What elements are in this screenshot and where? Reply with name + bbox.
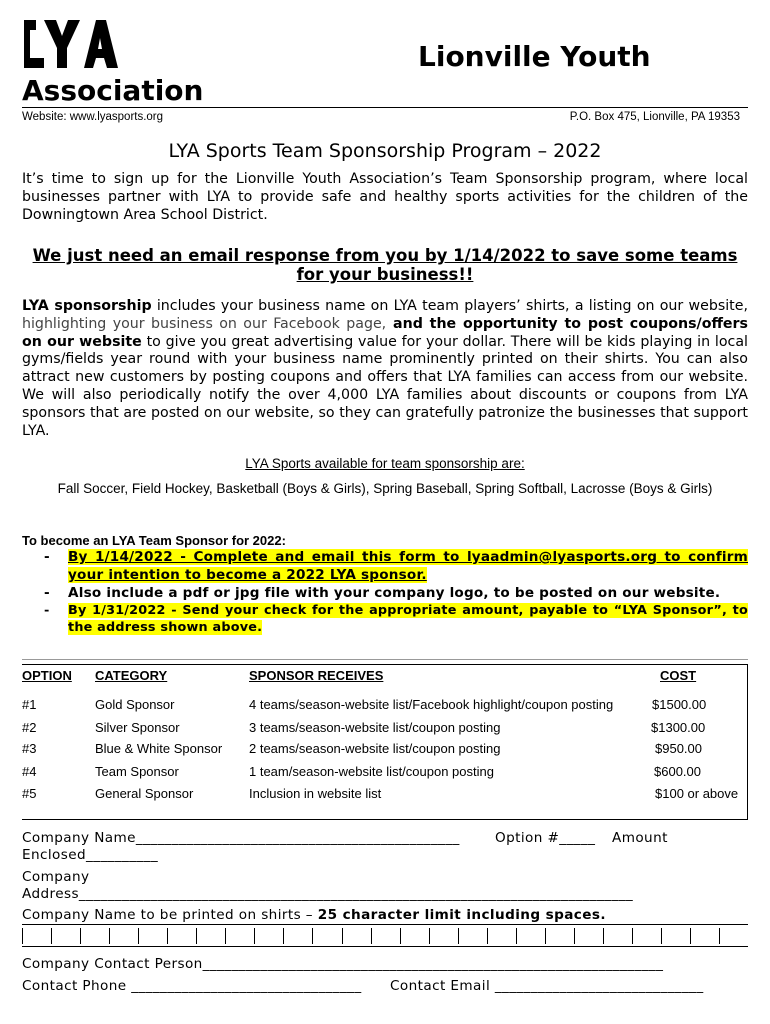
header-divider bbox=[22, 107, 748, 108]
row-receives: 4 teams/season-website list/Facebook highlight/coupon posting bbox=[249, 697, 614, 712]
mailing-address: P.O. Box 475, Lionville, PA 19353 bbox=[569, 111, 740, 123]
row-cost: $950.00 bbox=[655, 741, 702, 756]
steps-list bbox=[22, 548, 748, 636]
row-category: Blue & White Sponsor bbox=[95, 741, 223, 756]
become-sponsor-heading: To become an LYA Team Sponsor for 2022: bbox=[22, 533, 286, 548]
char-box[interactable] bbox=[690, 928, 719, 944]
char-box[interactable] bbox=[719, 928, 748, 944]
col-header-receives: SPONSOR RECEIVES bbox=[249, 668, 384, 683]
char-box[interactable] bbox=[400, 928, 429, 944]
program-title: LYA Sports Team Sponsorship Program – 2022 bbox=[168, 140, 602, 162]
facebook-highlight-text: highlighting your business on our Facebook page, bbox=[22, 315, 387, 332]
step-item bbox=[22, 584, 748, 602]
sports-heading: LYA Sports available for team sponsorship are: bbox=[245, 456, 525, 471]
row-option: #4 bbox=[22, 764, 37, 779]
row-receives: 1 team/season-website list/coupon posting bbox=[249, 764, 494, 779]
website-text: Website: www.lyasports.org bbox=[22, 111, 164, 123]
shirt-name-label bbox=[22, 907, 606, 923]
col-header-category: CATEGORY bbox=[95, 668, 168, 683]
char-box[interactable] bbox=[574, 928, 603, 944]
shirt-name-bottom-rule bbox=[22, 946, 748, 947]
sponsorship-bold: and the opportunity to post coupons/offers on our website bbox=[22, 315, 748, 350]
char-box[interactable] bbox=[225, 928, 254, 944]
row-receives: 3 teams/season-website list/coupon posting bbox=[249, 720, 501, 735]
step-2-text: Also include a pdf or jpg file with your company logo, to be posted on our website. bbox=[68, 585, 721, 601]
lya-logo bbox=[22, 18, 120, 70]
sports-list: Fall Soccer, Field Hockey, Basketball (Boys & Girls), Spring Baseball, Spring Softball, Lacrosse (Boys & Girls) bbox=[57, 481, 713, 496]
char-box[interactable] bbox=[603, 928, 632, 944]
row-receives: Inclusion in website list bbox=[249, 786, 382, 801]
char-box[interactable] bbox=[545, 928, 574, 944]
char-box[interactable] bbox=[312, 928, 341, 944]
char-box[interactable] bbox=[661, 928, 690, 944]
sponsorship-rest: to give you great advertising value for your dollar. There will be kids playing in local gyms/fields year round with your business name prominently printed on their shirts. You can also attract new customers by posting coupons and offers that LYA families can access from our website. We will also periodically notify the over 4,000 LYA families about discounts or coupons from LYA sponsors that are posted on our website, so they can gratefully patronize the businesses that support LYA. bbox=[22, 333, 748, 439]
char-box[interactable] bbox=[167, 928, 196, 944]
char-box[interactable] bbox=[254, 928, 283, 944]
sponsorship-paragraph bbox=[22, 298, 748, 440]
contact-person-field[interactable]: Company Contact Person________________________________________________________________ bbox=[22, 956, 664, 972]
row-cost: $1500.00 bbox=[652, 697, 707, 712]
step-1-text: By 1/14/2022 - Complete and email this form to lyaadmin@lyasports.org to confirm your intention to become a 2022 LYA sponsor. bbox=[68, 549, 748, 583]
step-dash: - bbox=[44, 549, 50, 565]
char-box[interactable] bbox=[632, 928, 661, 944]
char-box[interactable] bbox=[196, 928, 225, 944]
shirt-name-label-text: Company Name to be printed on shirts – bbox=[22, 907, 318, 923]
char-box[interactable] bbox=[516, 928, 545, 944]
char-box[interactable] bbox=[283, 928, 312, 944]
table-top-rule bbox=[22, 659, 748, 660]
char-box[interactable] bbox=[51, 928, 80, 944]
step-item bbox=[22, 602, 748, 636]
char-box[interactable] bbox=[138, 928, 167, 944]
char-box[interactable] bbox=[487, 928, 516, 944]
org-name-line1: Lionville Youth bbox=[418, 40, 651, 73]
intro-paragraph: It’s time to sign up for the Lionville Youth Association’s Team Sponsorship program, where local businesses partner with LYA to provide safe and healthy sports activities for the children of the Downingtown Area School District. bbox=[22, 171, 748, 223]
row-receives: 2 teams/season-website list/coupon posting bbox=[249, 741, 501, 756]
row-category: Silver Sponsor bbox=[95, 720, 180, 735]
org-name-line2: Association bbox=[22, 74, 204, 107]
amount-enclosed-field[interactable]: Enclosed__________ bbox=[22, 847, 159, 863]
company-label: Company bbox=[22, 869, 90, 885]
row-category: General Sponsor bbox=[95, 786, 194, 801]
sponsorship-lead: LYA sponsorship bbox=[22, 298, 152, 314]
char-box[interactable] bbox=[80, 928, 109, 944]
char-box[interactable] bbox=[429, 928, 458, 944]
row-option: #2 bbox=[22, 720, 37, 735]
company-name-field[interactable]: Company Name_____________________________________________ bbox=[22, 830, 460, 846]
option-number-field[interactable]: Option #_____ bbox=[495, 830, 596, 846]
char-box[interactable] bbox=[458, 928, 487, 944]
amount-label: Amount bbox=[612, 830, 668, 846]
company-address-field[interactable]: Address_____________________________________________________________________________ bbox=[22, 886, 634, 902]
row-option: #5 bbox=[22, 786, 37, 801]
char-box[interactable] bbox=[22, 928, 51, 944]
row-category: Gold Sponsor bbox=[95, 697, 175, 712]
shirt-name-character-boxes[interactable] bbox=[22, 928, 748, 946]
step-3-text: By 1/31/2022 - Send your check for the appropriate amount, payable to “LYA Sponsor”, to the address shown above. bbox=[68, 603, 748, 635]
row-category: Team Sponsor bbox=[95, 764, 179, 779]
shirt-name-top-rule bbox=[22, 924, 748, 925]
row-cost: $1300.00 bbox=[651, 720, 706, 735]
char-box[interactable] bbox=[109, 928, 138, 944]
row-option: #1 bbox=[22, 697, 37, 712]
step-dash: - bbox=[44, 603, 50, 618]
sponsorship-part1: includes your business name on LYA team players’ shirts, a listing on our website, bbox=[151, 298, 748, 314]
row-cost: $100 or above bbox=[655, 786, 739, 801]
row-option: #3 bbox=[22, 741, 37, 756]
col-header-cost: COST bbox=[660, 668, 697, 683]
step-dash: - bbox=[44, 585, 50, 601]
contact-phone-field[interactable]: Contact Phone ________________________________ bbox=[22, 978, 362, 994]
step-item bbox=[22, 548, 748, 584]
col-header-option: OPTION bbox=[22, 668, 72, 683]
row-cost: $600.00 bbox=[654, 764, 701, 779]
char-box[interactable] bbox=[371, 928, 400, 944]
char-box[interactable] bbox=[342, 928, 371, 944]
contact-email-field[interactable]: Contact Email _____________________________ bbox=[390, 978, 704, 994]
email-deadline-notice: We just need an email response from you by 1/14/2022 to save some teams for your business!! bbox=[32, 246, 738, 284]
shirt-name-limit: 25 character limit including spaces. bbox=[317, 907, 606, 923]
